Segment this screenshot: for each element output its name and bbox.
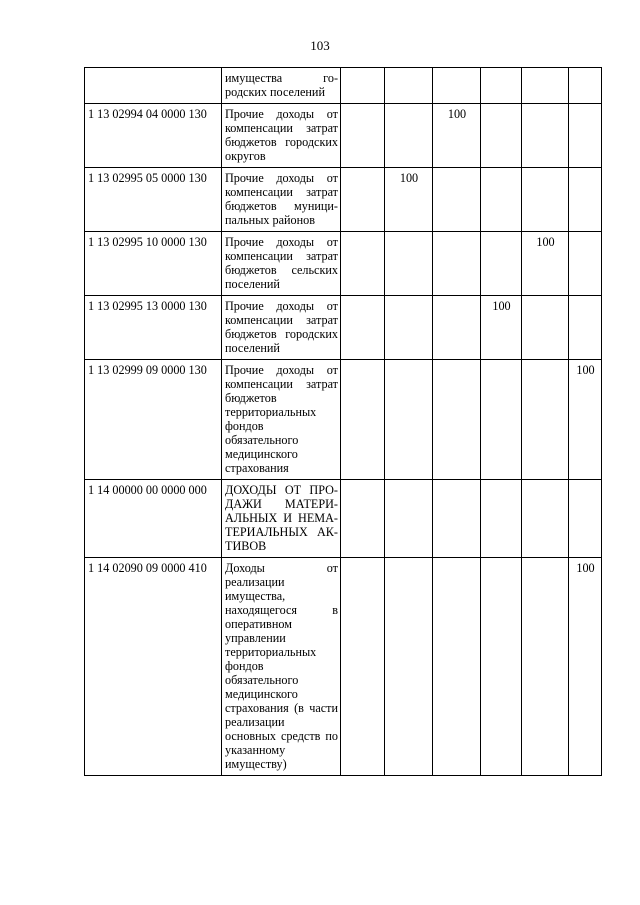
revenue-name-line: родских поселений bbox=[225, 85, 325, 99]
revenue-name-line: Прочие доходы от bbox=[225, 299, 338, 313]
revenue-name-line: компенсации затрат bbox=[225, 313, 338, 327]
revenue-name-line: Прочие доходы от bbox=[225, 363, 338, 377]
value-cell bbox=[385, 104, 433, 168]
value-cell bbox=[522, 104, 569, 168]
revenue-name-line: поселений bbox=[225, 277, 280, 291]
revenue-name-line: ДАЖИ МАТЕРИ- bbox=[225, 497, 338, 511]
revenue-name-line: ТИВОВ bbox=[225, 539, 267, 553]
revenue-name-line: имущества, bbox=[225, 589, 286, 603]
budget-code-cell: 1 13 02995 05 0000 130 bbox=[85, 168, 222, 232]
value-cell bbox=[341, 68, 385, 104]
revenue-name-line: территориальных bbox=[225, 645, 317, 659]
value-cell bbox=[341, 296, 385, 360]
revenue-name-line: округов bbox=[225, 149, 266, 163]
revenue-name-line: управлении bbox=[225, 631, 286, 645]
revenue-name-line: АЛЬНЫХ И НЕМА- bbox=[225, 511, 338, 525]
revenue-name-line: имуществу) bbox=[225, 757, 287, 771]
value-cell bbox=[481, 360, 522, 480]
table-row bbox=[85, 360, 602, 480]
budget-code-cell: 1 14 02090 09 0000 410 bbox=[85, 558, 222, 776]
budget-code-cell: 1 13 02999 09 0000 130 bbox=[85, 360, 222, 480]
revenue-name-line: Прочие доходы от bbox=[225, 171, 338, 185]
revenue-name-line: страхования bbox=[225, 461, 289, 475]
value-cell bbox=[481, 168, 522, 232]
value-cell bbox=[569, 296, 602, 360]
revenue-name-cell bbox=[222, 232, 341, 296]
value-cell bbox=[341, 360, 385, 480]
revenue-table bbox=[84, 67, 602, 776]
revenue-name-line: ТЕРИАЛЬНЫХ АК- bbox=[225, 525, 338, 539]
budget-code-cell: 1 14 00000 00 0000 000 bbox=[85, 480, 222, 558]
revenue-name-cell bbox=[222, 168, 341, 232]
value-cell bbox=[433, 68, 481, 104]
revenue-name-cell bbox=[222, 480, 341, 558]
value-cell bbox=[569, 104, 602, 168]
revenue-name-line: Прочие доходы от bbox=[225, 235, 338, 249]
revenue-name-line: обязательного bbox=[225, 673, 299, 687]
table-row bbox=[85, 168, 602, 232]
value-cell: 100 bbox=[433, 104, 481, 168]
value-cell bbox=[433, 558, 481, 776]
value-cell bbox=[569, 68, 602, 104]
value-cell bbox=[433, 480, 481, 558]
revenue-name-line: основных средств по bbox=[225, 729, 338, 743]
value-cell bbox=[385, 296, 433, 360]
revenue-name-cell bbox=[222, 68, 341, 104]
revenue-name-line: пальных районов bbox=[225, 213, 316, 227]
value-cell bbox=[433, 168, 481, 232]
revenue-name-line: компенсации затрат bbox=[225, 185, 338, 199]
revenue-name-cell bbox=[222, 558, 341, 776]
table-row bbox=[85, 296, 602, 360]
revenue-name-line: реализации bbox=[225, 715, 285, 729]
table-row bbox=[85, 558, 602, 776]
value-cell bbox=[481, 480, 522, 558]
revenue-name-line: бюджетов городских bbox=[225, 135, 338, 149]
revenue-name-line: Прочие доходы от bbox=[225, 107, 338, 121]
value-cell bbox=[433, 296, 481, 360]
table-row bbox=[85, 104, 602, 168]
value-cell bbox=[522, 168, 569, 232]
page-number: 103 bbox=[310, 38, 330, 53]
value-cell bbox=[341, 168, 385, 232]
value-cell bbox=[385, 360, 433, 480]
value-cell: 100 bbox=[481, 296, 522, 360]
value-cell bbox=[385, 232, 433, 296]
value-cell bbox=[522, 480, 569, 558]
revenue-name-line: бюджетов bbox=[225, 391, 277, 405]
table-body bbox=[85, 68, 602, 776]
revenue-name-line: ДОХОДЫ ОТ ПРО- bbox=[225, 483, 338, 497]
value-cell bbox=[385, 480, 433, 558]
revenue-name-line: медицинского bbox=[225, 447, 298, 461]
value-cell: 100 bbox=[385, 168, 433, 232]
budget-code-cell: 1 13 02994 04 0000 130 bbox=[85, 104, 222, 168]
revenue-name-line: страхования (в части bbox=[225, 701, 338, 715]
revenue-name-line: поселений bbox=[225, 341, 280, 355]
value-cell bbox=[481, 68, 522, 104]
value-cell bbox=[385, 68, 433, 104]
value-cell: 100 bbox=[569, 360, 602, 480]
value-cell bbox=[569, 232, 602, 296]
value-cell bbox=[481, 232, 522, 296]
revenue-name-line: территориальных bbox=[225, 405, 317, 419]
value-cell bbox=[341, 232, 385, 296]
revenue-name-line: указанному bbox=[225, 743, 286, 757]
value-cell bbox=[341, 480, 385, 558]
revenue-name-line: фондов bbox=[225, 659, 264, 673]
revenue-name-line: компенсации затрат bbox=[225, 377, 338, 391]
table-row bbox=[85, 480, 602, 558]
revenue-name-line: медицинского bbox=[225, 687, 298, 701]
value-cell bbox=[385, 558, 433, 776]
value-cell bbox=[522, 296, 569, 360]
value-cell bbox=[341, 104, 385, 168]
value-cell bbox=[522, 558, 569, 776]
value-cell bbox=[569, 168, 602, 232]
revenue-name-cell bbox=[222, 360, 341, 480]
budget-code-cell: 1 13 02995 10 0000 130 bbox=[85, 232, 222, 296]
revenue-name-line: бюджетов сельских bbox=[225, 263, 338, 277]
value-cell bbox=[522, 360, 569, 480]
revenue-name-line: компенсации затрат bbox=[225, 249, 338, 263]
revenue-name-line: обязательного bbox=[225, 433, 299, 447]
value-cell bbox=[341, 558, 385, 776]
budget-code-cell: 1 13 02995 13 0000 130 bbox=[85, 296, 222, 360]
revenue-name-line: компенсации затрат bbox=[225, 121, 338, 135]
revenue-name-line: оперативном bbox=[225, 617, 292, 631]
revenue-name-line: имущества го- bbox=[225, 71, 338, 85]
revenue-name-line: реализации bbox=[225, 575, 285, 589]
revenue-name-cell bbox=[222, 296, 341, 360]
revenue-name-line: бюджетов городских bbox=[225, 327, 338, 341]
revenue-name-cell bbox=[222, 104, 341, 168]
revenue-name-line: фондов bbox=[225, 419, 264, 433]
value-cell bbox=[433, 360, 481, 480]
revenue-name-line: находящегося в bbox=[225, 603, 338, 617]
value-cell bbox=[569, 480, 602, 558]
value-cell: 100 bbox=[569, 558, 602, 776]
value-cell bbox=[481, 104, 522, 168]
value-cell bbox=[481, 558, 522, 776]
value-cell: 100 bbox=[522, 232, 569, 296]
value-cell bbox=[433, 232, 481, 296]
budget-code-cell bbox=[85, 68, 222, 104]
revenue-name-line: Доходы от bbox=[225, 561, 338, 575]
value-cell bbox=[522, 68, 569, 104]
table-row bbox=[85, 232, 602, 296]
table-row bbox=[85, 68, 602, 104]
revenue-name-line: бюджетов муници- bbox=[225, 199, 338, 213]
